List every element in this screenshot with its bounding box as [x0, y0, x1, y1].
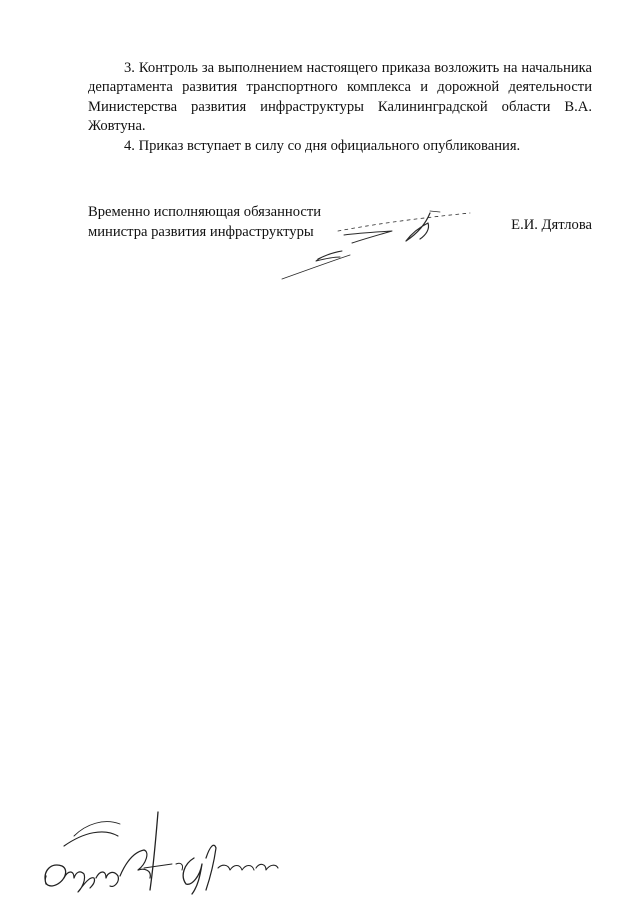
signatory-title-line-1: Временно исполняющая обязанности — [88, 204, 322, 220]
paragraph-item-3: 3. Контроль за выполнением настоящего приказа возложить на начальника департамента развития транспортного комплекса и дорожной деятельности Министерства развития инфраструктуры Калининградской области В.А. Жовтуна. — [88, 60, 592, 135]
signatory-title-line-2: министра развития инфраструктуры — [88, 223, 314, 240]
paragraph-item-4: 4. Приказ вступает в силу со дня официального опубликования. — [124, 137, 521, 154]
handwritten-signature — [280, 207, 480, 285]
approval-initials — [34, 806, 284, 900]
document-body — [88, 59, 592, 156]
signatory-name: Е.И. Дятлова — [511, 217, 592, 233]
